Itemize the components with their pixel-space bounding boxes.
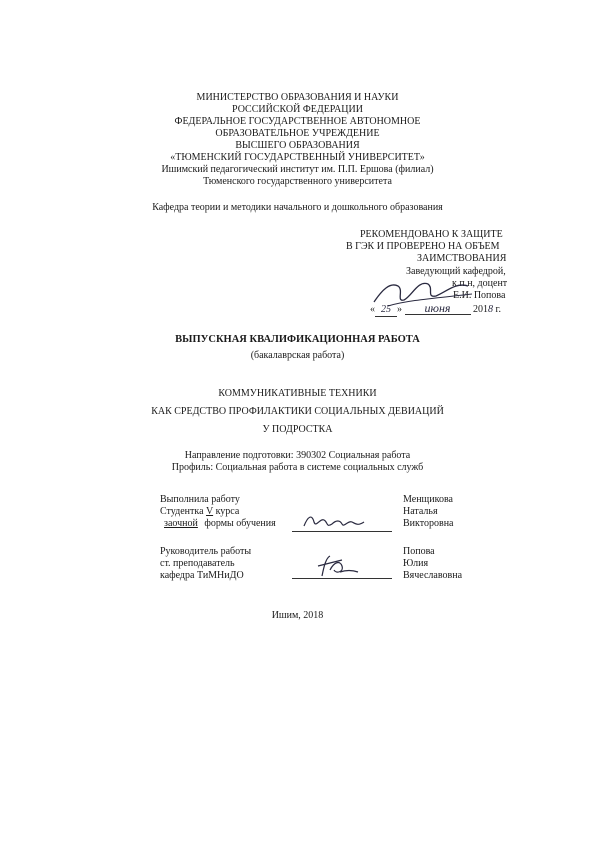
date-open-quote: «: [370, 304, 375, 315]
work-subtype: (бакалаврская работа): [250, 350, 345, 361]
department-name: Кафедра теории и методики начального и дошкольного образования: [152, 202, 443, 213]
city-year: Ишим, 2018: [271, 610, 324, 621]
supervisor-department: кафедра ТиМНиДО: [160, 570, 244, 581]
date-year-prefix: 201: [473, 304, 488, 315]
supervisor-position: ст. преподаватель: [160, 558, 235, 569]
student-surname: Менщикова: [403, 494, 453, 505]
student-course-suffix: курса: [215, 506, 240, 517]
student-course-line: [160, 506, 239, 518]
approval-line-2: В ГЭК И ПРОВЕРЕНО НА ОБЪЕМ: [346, 241, 500, 252]
ministry-line: МИНИСТЕРСТВО ОБРАЗОВАНИЯ И НАУКИ: [196, 92, 399, 103]
study-form: заочной: [164, 518, 198, 529]
student-course-prefix: Студентка: [160, 506, 204, 517]
supervisor-signature: [312, 552, 362, 580]
student-patronymic: Викторовна: [403, 518, 454, 529]
head-of-department-label: Заведующий кафедрой,: [406, 266, 506, 277]
student-name: Наталья: [403, 506, 438, 517]
institution-type-line: ФЕДЕРАЛЬНОЕ ГОСУДАРСТВЕННОЕ АВТОНОМНОЕ: [174, 116, 421, 127]
federation-line: РОССИЙСКОЙ ФЕДЕРАЦИИ: [232, 104, 363, 115]
topic-line-3: У ПОДРОСТКА: [262, 424, 333, 435]
supervisor-label: Руководитель работы: [160, 546, 252, 557]
study-direction: Направление подготовки: 390302 Социальная работа: [184, 450, 411, 461]
supervisor-surname: Попова: [403, 546, 435, 557]
date-year-suffix: 8: [488, 304, 493, 315]
student-course: V: [206, 506, 214, 517]
topic-line-1: КОММУНИКАТИВНЫЕ ТЕХНИКИ: [218, 388, 377, 399]
institute-affiliation: Тюменского государственного университета: [203, 176, 392, 187]
topic-line-2: КАК СРЕДСТВО ПРОФИЛАКТИКИ СОЦИАЛЬНЫХ ДЕВИАЦИЙ: [151, 406, 444, 417]
work-type: ВЫПУСКНАЯ КВАЛИФИКАЦИОННАЯ РАБОТА: [175, 334, 420, 345]
supervisor-patronymic: Вячеславовна: [403, 570, 463, 581]
education-level-line: ВЫСШЕГО ОБРАЗОВАНИЯ: [235, 140, 360, 151]
date-close-quote: »: [397, 304, 402, 315]
study-form-line: [160, 518, 276, 530]
approval-line-1: РЕКОМЕНДОВАНО К ЗАЩИТЕ: [360, 229, 503, 240]
head-signature: [368, 272, 478, 312]
institution-type-line-2: ОБРАЗОВАТЕЛЬНОЕ УЧРЕЖДЕНИЕ: [215, 128, 380, 139]
institute-name: Ишимский педагогический институт им. П.П. Ершова (филиал): [161, 164, 434, 175]
date-year-unit: г.: [495, 304, 501, 315]
academic-degree: к.п.н, доцент: [452, 278, 508, 289]
study-form-suffix: формы обучения: [204, 518, 276, 529]
student-signature: [300, 510, 370, 532]
supervisor-name: Юлия: [403, 558, 429, 569]
approval-line-3: ЗАИМСТВОВАНИЯ: [417, 253, 507, 264]
study-profile: Профиль: Социальная работа в системе социальных служб: [171, 462, 424, 473]
university-name: «ТЮМЕНСКИЙ ГОСУДАРСТВЕННЫЙ УНИВЕРСИТЕТ»: [170, 152, 425, 163]
head-name: Е.И. Попова: [453, 290, 506, 301]
student-label: Выполнила работу: [160, 494, 240, 505]
date-day: 25: [375, 304, 397, 317]
date-month: июня: [405, 302, 471, 315]
